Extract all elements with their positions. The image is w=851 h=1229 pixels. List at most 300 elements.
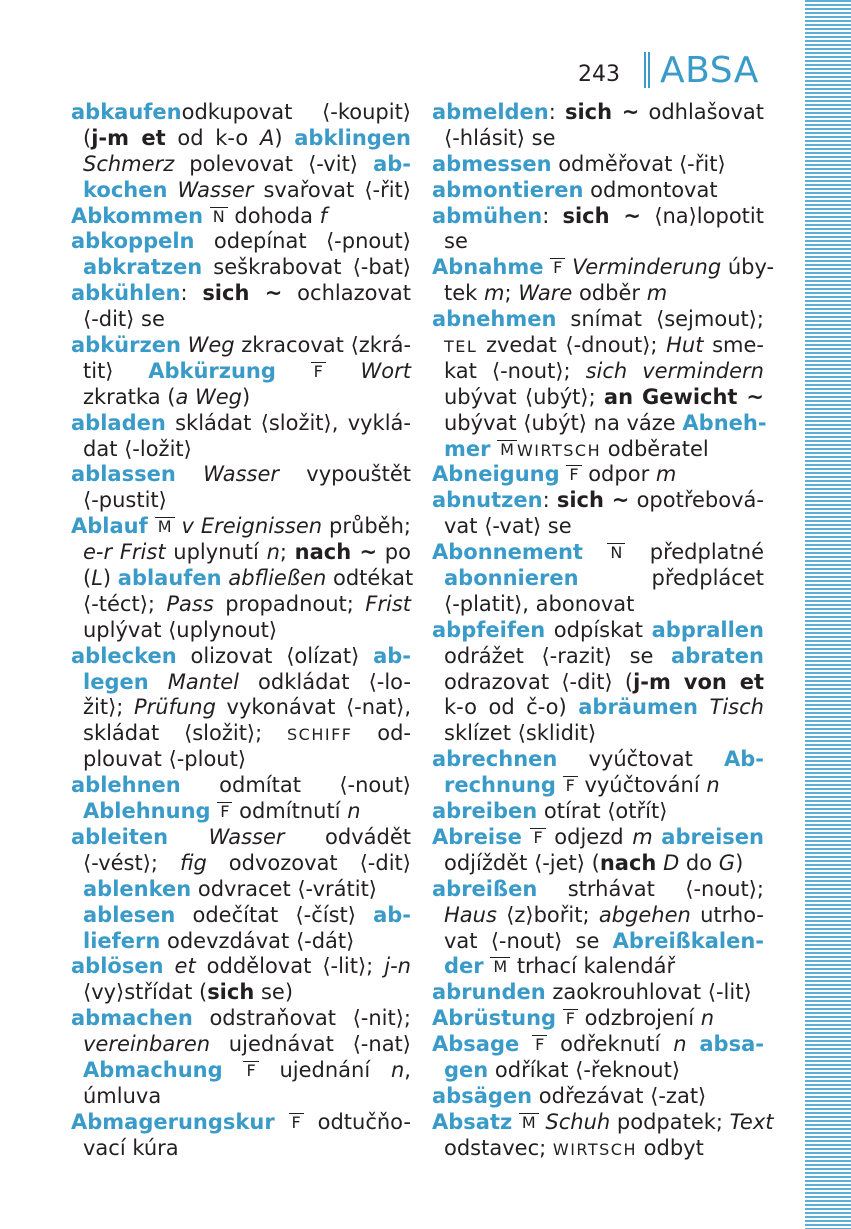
text: uplývat ⟨uplynout⟩ xyxy=(83,617,278,642)
headword: mer xyxy=(444,436,491,461)
italic-note: Wasser xyxy=(203,462,279,487)
entry-line xyxy=(432,618,764,644)
text: uplynutí xyxy=(165,540,267,565)
text xyxy=(168,825,209,849)
entry-line xyxy=(432,1109,774,1136)
headword: Ablauf xyxy=(71,514,148,539)
italic-note: v Ereignissen xyxy=(181,514,323,539)
text: tit⟩ xyxy=(83,358,149,383)
right-column xyxy=(432,100,775,1162)
headword: Abreißkalen- xyxy=(612,928,764,953)
entry-line xyxy=(71,1136,411,1162)
text: podpatek; xyxy=(610,1109,730,1134)
text: odmítnutí xyxy=(232,799,348,824)
text xyxy=(583,540,607,564)
entry-line xyxy=(71,411,411,437)
gender-marker: F xyxy=(532,1035,547,1054)
headword: Abrüstung xyxy=(432,1006,557,1031)
headword: abreißen xyxy=(432,876,538,901)
entry-line xyxy=(71,100,411,126)
text: ⟨-dit⟩ se xyxy=(83,307,165,332)
text: vykonávat ⟨-nat⟩, xyxy=(215,695,411,720)
text: odpor xyxy=(581,462,656,487)
italic-note: Schuh xyxy=(545,1109,611,1134)
text: plouvat ⟨-plout⟩ xyxy=(83,747,247,772)
text xyxy=(326,359,361,383)
gender-marker: F xyxy=(243,1061,258,1080)
text: odběr xyxy=(572,281,647,306)
entry-line xyxy=(432,1084,764,1110)
italic-note: f xyxy=(319,203,328,228)
left-column xyxy=(71,100,414,1162)
bold-phrase: sich xyxy=(207,980,255,1005)
headword: abrechnen xyxy=(432,747,558,772)
headword: absägen xyxy=(432,1083,533,1108)
entry-line xyxy=(71,126,411,152)
gender-marker: N xyxy=(607,543,625,562)
headword: abkaufen xyxy=(71,100,182,124)
entry-line xyxy=(71,385,411,411)
entry-line xyxy=(71,592,411,618)
text xyxy=(522,825,531,849)
entry-line xyxy=(432,152,764,178)
headword: Ablehnung xyxy=(83,799,211,824)
entry-line xyxy=(432,644,764,670)
headword: Abonnement xyxy=(432,540,583,565)
headword: abmühen xyxy=(432,203,543,228)
entry-line xyxy=(71,1058,411,1084)
entry-line xyxy=(432,437,764,463)
entry-line xyxy=(71,1006,411,1032)
bold-phrase: nach xyxy=(599,850,657,875)
headword: abnutzen xyxy=(432,488,543,513)
entry-line xyxy=(71,204,411,230)
italic-note: Text xyxy=(729,1109,774,1134)
italic-note: Verminderung xyxy=(572,255,722,280)
text: : xyxy=(180,281,203,306)
text: odkupovat ⟨-koupit⟩ xyxy=(181,100,411,124)
headword: liefern xyxy=(83,928,161,953)
bold-phrase: j-m et xyxy=(91,125,166,150)
entry-line xyxy=(432,410,767,437)
text: trhací kalendář xyxy=(510,954,676,979)
page-header xyxy=(560,44,770,94)
entry-line xyxy=(71,929,411,955)
entry-line xyxy=(71,903,411,929)
text xyxy=(176,462,203,486)
headword: Abnahme xyxy=(432,255,544,280)
headword: kochen xyxy=(83,177,168,202)
text: tek xyxy=(444,281,484,306)
headword: Absatz xyxy=(432,1109,513,1134)
italic-note: fig xyxy=(179,850,207,875)
italic-note: Schmerz xyxy=(83,151,175,176)
headword: abräumen xyxy=(578,695,698,720)
headword: abreisen xyxy=(661,824,764,849)
italic-note: L xyxy=(91,566,103,591)
entry-line xyxy=(71,695,411,721)
entry-line xyxy=(432,566,764,592)
italic-note: abgehen xyxy=(598,902,691,927)
header-divider xyxy=(644,52,650,88)
entry-line xyxy=(432,877,764,903)
text: snímat ⟨sejmout⟩; xyxy=(556,307,764,332)
entry-line xyxy=(432,333,764,359)
italic-note: Tisch xyxy=(709,695,764,720)
entry-line xyxy=(71,1084,411,1110)
gender-marker: N xyxy=(210,207,228,226)
headword: Abreise xyxy=(432,824,522,849)
text: zkratka ( xyxy=(83,384,176,409)
entry-line xyxy=(432,514,764,540)
italic-note: n xyxy=(347,799,361,824)
entry-line xyxy=(71,980,411,1006)
text: odzbrojení xyxy=(577,1006,701,1031)
entry-line xyxy=(71,307,411,333)
entry-line xyxy=(71,1032,411,1058)
text xyxy=(181,333,188,357)
italic-note: j-n xyxy=(384,954,411,979)
entry-line xyxy=(432,851,764,877)
text: ochlazovat xyxy=(282,281,411,306)
headword: ablösen xyxy=(71,954,164,979)
headword: Absage xyxy=(432,1032,520,1057)
italic-note: m xyxy=(646,281,668,306)
entry-line xyxy=(432,721,764,747)
headword: gen xyxy=(444,1057,489,1082)
text: odstraňovat ⟨-nit⟩; xyxy=(192,1006,411,1031)
thumb-index-strip xyxy=(805,0,851,1229)
text: : xyxy=(542,488,557,513)
entry-line xyxy=(71,670,411,696)
text xyxy=(203,204,210,228)
italic-note: Mantel xyxy=(167,669,240,694)
entry-line xyxy=(71,618,411,644)
text: svařovat ⟨-řit⟩ xyxy=(253,177,411,202)
text: odjezd xyxy=(545,824,633,849)
entry-line xyxy=(71,462,411,488)
entry-line xyxy=(71,877,411,903)
text xyxy=(223,1058,244,1082)
text: zaokrouhlovat ⟨-lit⟩ xyxy=(545,980,752,1005)
text: odtékat xyxy=(326,566,414,591)
headword: ablesen xyxy=(83,902,176,927)
italic-note: n xyxy=(706,773,720,798)
entry-line xyxy=(432,747,764,773)
gender-marker: F xyxy=(563,776,578,795)
headword: abmessen xyxy=(432,151,552,176)
entry-line xyxy=(432,359,764,385)
text: od- xyxy=(352,721,412,746)
italic-note: et xyxy=(174,954,196,979)
bold-phrase: sich ~ xyxy=(202,281,283,306)
headword: Abneh- xyxy=(682,410,767,435)
text: ) xyxy=(735,850,744,875)
headword: abrunden xyxy=(432,980,546,1005)
entry-line xyxy=(432,773,764,799)
headword: ab- xyxy=(373,151,411,176)
text: utrho- xyxy=(690,902,765,927)
headword: ablecken xyxy=(71,643,177,668)
text: odstavec; xyxy=(444,1135,553,1160)
text: vyúčtování xyxy=(577,773,707,798)
italic-note: Hut xyxy=(666,333,704,358)
page-number: 243 xyxy=(578,62,620,87)
text: odhlašovat xyxy=(639,100,764,124)
text: ; xyxy=(504,281,519,306)
text xyxy=(211,799,218,823)
entry-line xyxy=(71,1110,411,1136)
text: vací kúra xyxy=(83,1135,179,1160)
entry-line xyxy=(432,980,764,1006)
headword: abklingen xyxy=(294,125,411,150)
gender-marker: F xyxy=(311,362,326,381)
headword: abmachen xyxy=(71,1006,193,1031)
headword: absa- xyxy=(699,1032,764,1057)
entry-line xyxy=(432,229,764,255)
text: ⟨-hlásit⟩ se xyxy=(444,125,556,150)
italic-note: Wort xyxy=(360,358,411,383)
text xyxy=(276,359,311,383)
text: ; xyxy=(279,540,295,565)
text: od k-o xyxy=(165,125,260,150)
text: odmítat ⟨-nout⟩ xyxy=(180,773,411,798)
headword: abraten xyxy=(671,643,764,668)
text: zvedat ⟨-dnout⟩; xyxy=(477,333,667,358)
text xyxy=(490,437,497,461)
italic-note: m xyxy=(632,824,653,849)
text: vypouštět xyxy=(279,462,411,487)
text: ) xyxy=(274,125,295,150)
domain-label: WIRTSCH xyxy=(516,440,602,460)
text: skládat ⟨složit⟩, vyklá- xyxy=(165,410,411,435)
gender-marker: F xyxy=(530,828,545,847)
entry-line xyxy=(71,514,411,540)
text: ubývat ⟨ubýt⟩; xyxy=(444,384,604,409)
italic-note: Wasser xyxy=(177,177,254,202)
entry-line xyxy=(432,540,764,566)
italic-note: n xyxy=(266,540,280,565)
text: odtučňo- xyxy=(303,1109,411,1134)
italic-note: Ware xyxy=(518,281,573,306)
text: předplácet xyxy=(578,566,764,591)
text: vyúčtovat xyxy=(557,747,724,772)
text: sklízet ⟨sklidit⟩ xyxy=(444,721,597,746)
entry-line xyxy=(71,437,411,463)
text: oddělovat ⟨-lit⟩; xyxy=(195,954,385,979)
text: zkracovat ⟨zkrá- xyxy=(234,333,412,358)
text: odvádět xyxy=(284,824,411,849)
entry-line xyxy=(432,100,764,126)
text: odbyt xyxy=(637,1135,704,1160)
entry-line xyxy=(432,825,764,851)
text: odrazovat ⟨-dit⟩ ( xyxy=(444,669,634,694)
text: odměřovat ⟨-řit⟩ xyxy=(551,151,726,176)
bold-phrase: j-m von et xyxy=(633,669,764,694)
entry-line xyxy=(432,307,764,333)
text: opotřebová- xyxy=(629,488,764,513)
entry-line xyxy=(71,152,411,178)
entry-line xyxy=(432,462,764,488)
text xyxy=(275,1110,289,1134)
text: ⟨-téct⟩; xyxy=(83,591,167,616)
text: k-o od č-o) xyxy=(444,695,579,720)
headword: abkratzen xyxy=(83,255,203,280)
domain-label: WIRTSCH xyxy=(552,1139,637,1159)
italic-note: vereinbaren xyxy=(83,1032,211,1057)
text: odvracet ⟨-vrátit⟩ xyxy=(191,876,377,901)
gender-marker: F xyxy=(563,1009,578,1028)
headword: Abkürzung xyxy=(148,358,276,383)
gender-marker: F xyxy=(217,802,232,821)
text xyxy=(560,462,567,486)
text: kat ⟨-nout⟩; xyxy=(444,358,586,383)
text: odkládat ⟨-lo- xyxy=(239,669,411,694)
italic-note: m xyxy=(655,462,677,487)
italic-note: m xyxy=(484,281,505,306)
entry-line xyxy=(71,333,411,359)
domain-label: TEL xyxy=(444,337,478,357)
text: ubývat ⟨ubýt⟩ na váze xyxy=(444,410,683,435)
text xyxy=(148,514,155,538)
text: ⟨z⟩bořit; xyxy=(496,902,599,927)
text xyxy=(484,954,491,978)
text xyxy=(556,1006,563,1030)
entry-line xyxy=(432,903,764,929)
entry-line xyxy=(432,204,764,230)
headword: ablenken xyxy=(83,876,192,901)
text: skládat ⟨složit⟩; xyxy=(83,721,287,746)
bold-phrase: nach ~ xyxy=(294,540,378,565)
entry-line xyxy=(71,773,411,799)
text: olizovat ⟨olízat⟩ xyxy=(176,643,374,668)
gender-marker: M xyxy=(519,1113,539,1132)
text: žit⟩; xyxy=(83,695,134,720)
entry-line xyxy=(71,540,411,566)
text xyxy=(512,1110,519,1134)
italic-note: sich vermindern xyxy=(585,358,764,383)
headword: abkoppeln xyxy=(71,229,195,254)
text: odevzdávat ⟨-dát⟩ xyxy=(160,928,355,953)
text: po xyxy=(377,540,411,565)
text: ⟨-platit⟩, abonovat xyxy=(444,591,635,616)
text: polevovat ⟨-vit⟩ xyxy=(174,151,374,176)
entry-line xyxy=(432,126,764,152)
text: odříkat ⟨-řeknout⟩ xyxy=(488,1057,681,1082)
text: ) xyxy=(242,384,251,409)
text xyxy=(556,773,563,797)
italic-note: Weg xyxy=(187,333,235,358)
headword: Abkommen xyxy=(71,203,204,228)
running-head: ABSA xyxy=(660,50,759,91)
entry-line xyxy=(432,178,764,204)
italic-note: Pass xyxy=(166,591,214,616)
text: sme- xyxy=(703,333,764,358)
text: se) xyxy=(254,980,294,1005)
text: se xyxy=(444,229,468,254)
text: odečítat ⟨-číst⟩ xyxy=(175,902,374,927)
italic-note: n xyxy=(390,1057,405,1082)
entry-line xyxy=(432,592,764,618)
text: odřezávat ⟨-zat⟩ xyxy=(532,1083,707,1108)
headword: Abneigung xyxy=(432,462,560,487)
entry-line xyxy=(71,799,411,825)
text: ( xyxy=(83,125,92,150)
italic-note: Wasser xyxy=(208,824,285,849)
gender-marker: M xyxy=(490,957,510,976)
headword: ablassen xyxy=(71,462,176,487)
text: odvozovat ⟨-dit⟩ xyxy=(206,850,411,875)
entry-line xyxy=(71,281,411,307)
text xyxy=(698,695,710,719)
entry-line xyxy=(71,566,414,592)
text: strhávat ⟨-nout⟩; xyxy=(537,876,764,901)
gender-marker: M xyxy=(155,517,175,536)
bold-phrase: sich ~ xyxy=(564,100,640,124)
headword: Ab- xyxy=(723,747,764,772)
text: : xyxy=(542,203,563,228)
entry-line xyxy=(432,255,775,281)
italic-note: n xyxy=(673,1032,687,1057)
text: odřeknutí xyxy=(547,1032,674,1057)
text xyxy=(167,178,177,202)
headword: ablaufen xyxy=(117,566,222,591)
entry-line xyxy=(71,747,411,773)
text: , xyxy=(404,1057,411,1082)
entry-line xyxy=(71,721,411,747)
text: vat ⟨-vat⟩ se xyxy=(444,514,572,539)
text: ⟨na⟩lopotit xyxy=(641,203,764,228)
headword: Abmagerungskur xyxy=(71,1109,275,1134)
headword: abonnieren xyxy=(444,566,579,591)
gender-marker: F xyxy=(550,258,565,277)
entry-line xyxy=(71,488,411,514)
text: ( xyxy=(83,566,92,591)
text: předplatné xyxy=(625,540,764,565)
gender-marker: F xyxy=(566,465,581,484)
italic-note: abfließen xyxy=(228,566,327,591)
italic-note: a Weg xyxy=(175,384,243,409)
headword: abmontieren xyxy=(432,177,584,202)
headword: rechnung xyxy=(444,773,556,798)
text: ⟨-vést⟩; xyxy=(83,850,180,875)
italic-note: Prüfung xyxy=(133,695,216,720)
entry-line xyxy=(71,229,411,255)
entry-line xyxy=(432,1136,764,1162)
text xyxy=(519,1032,532,1056)
domain-label: SCHIFF xyxy=(286,725,353,745)
gender-marker: F xyxy=(289,1113,304,1132)
text: do xyxy=(679,850,719,875)
text: průběh; xyxy=(322,514,411,539)
italic-note: n xyxy=(700,1006,715,1031)
text: odepínat ⟨-pnout⟩ xyxy=(194,229,411,254)
headword: ablehnen xyxy=(71,773,181,798)
text: dat ⟨-ložit⟩ xyxy=(83,436,192,461)
entry-line xyxy=(432,695,764,721)
italic-note: Frist xyxy=(365,591,411,616)
entry-line xyxy=(432,799,764,825)
text: odběratel xyxy=(601,436,709,461)
italic-note: G xyxy=(718,850,736,875)
text: ujednání xyxy=(258,1057,391,1082)
italic-note: A xyxy=(259,125,275,150)
text: vat ⟨-nout⟩ se xyxy=(444,928,613,953)
headword: legen xyxy=(83,669,149,694)
entry-line xyxy=(432,929,764,955)
text: odrážet ⟨-razit⟩ se xyxy=(444,643,672,668)
entry-line xyxy=(432,281,764,307)
